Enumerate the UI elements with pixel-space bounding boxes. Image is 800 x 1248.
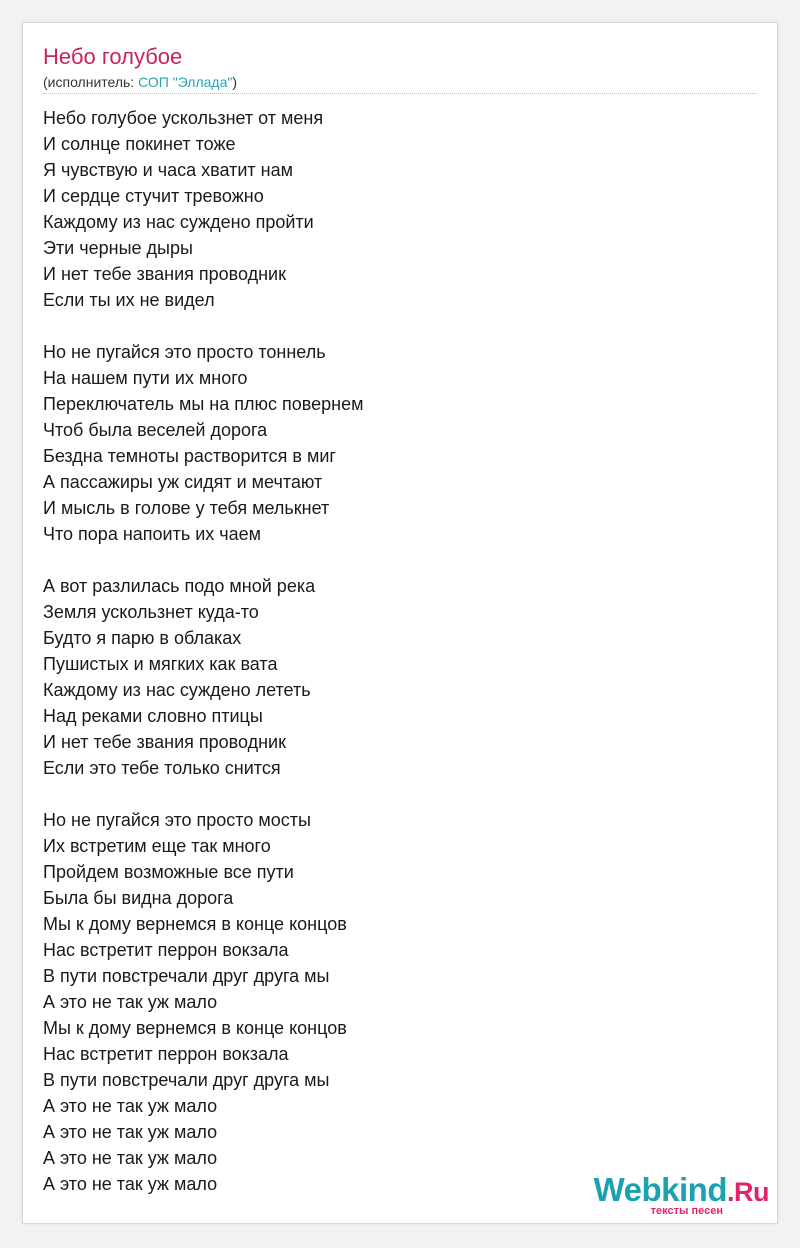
lyric-line: Если ты их не видел — [43, 290, 215, 310]
lyric-line: Их встретим еще так много — [43, 836, 271, 856]
lyric-line: На нашем пути их много — [43, 368, 248, 388]
lyric-line: Что пора напоить их чаем — [43, 524, 262, 544]
lyric-line: И мысль в голове у тебя мелькнет — [43, 498, 330, 518]
lyric-line: Если это тебе только снится — [43, 758, 281, 778]
lyric-line: Над реками словно птицы — [43, 706, 263, 726]
lyric-line: Но не пугайся это просто мосты — [43, 810, 311, 830]
lyric-line: А вот разлилась подо мной река — [43, 576, 316, 596]
lyric-line: А это не так уж мало — [43, 1122, 218, 1142]
lyric-line: А это не так уж мало — [43, 1096, 218, 1116]
verse — [43, 573, 743, 781]
lyric-line: Но не пугайся это просто тоннель — [43, 342, 326, 362]
lyric-line: Эти черные дыры — [43, 238, 193, 258]
lyric-line: Мы к дому вернемся в конце концов — [43, 1018, 347, 1038]
performer-link[interactable]: СОП "Эллада" — [138, 74, 233, 90]
lyric-line: А это не так уж мало — [43, 1174, 218, 1194]
lyrics-text — [43, 105, 743, 1223]
lyric-line: Была бы видна дорога — [43, 888, 234, 908]
logo-tagline: тексты песен — [650, 1205, 723, 1217]
lyric-line: Чтоб была веселей дорога — [43, 420, 268, 440]
lyric-line: Каждому из нас суждено лететь — [43, 680, 311, 700]
lyric-line: В пути повстречали друг друга мы — [43, 966, 330, 986]
lyrics-card — [22, 22, 778, 1224]
lyric-line: В пути повстречали друг друга мы — [43, 1070, 330, 1090]
lyric-line: Бездна темноты растворится в миг — [43, 446, 336, 466]
performer-line — [43, 73, 237, 91]
lyric-line: А это не так уж мало — [43, 992, 218, 1012]
lyric-line: И нет тебе звания проводник — [43, 732, 286, 752]
lyric-line: А это не так уж мало — [43, 1148, 218, 1168]
title-divider — [43, 93, 757, 94]
lyric-line: И нет тебе звания проводник — [43, 264, 286, 284]
logo-brand: Webkind — [593, 1171, 727, 1208]
performer-suffix: ) — [232, 74, 238, 90]
webkind-logo[interactable] — [569, 1171, 769, 1221]
lyric-line: Каждому из нас суждено пройти — [43, 212, 314, 232]
lyric-line: Переключатель мы на плюс повернем — [43, 394, 364, 414]
verse — [43, 807, 743, 1197]
lyric-line: Пройдем возможные все пути — [43, 862, 294, 882]
lyric-line: А пассажиры уж сидят и мечтают — [43, 472, 323, 492]
lyric-line: И сердце стучит тревожно — [43, 186, 264, 206]
performer-prefix: (исполнитель: — [43, 74, 139, 90]
lyric-line: Небо голубое ускользнет от меня — [43, 108, 324, 128]
lyric-line: Пушистых и мягких как вата — [43, 654, 278, 674]
song-title: Небо голубое — [43, 44, 183, 69]
lyric-line: И солнце покинет тоже — [43, 134, 236, 154]
verse — [43, 339, 743, 547]
lyric-line: Будто я парю в облаках — [43, 628, 242, 648]
logo-tld: .Ru — [727, 1177, 769, 1207]
lyric-line: Я чувствую и часа хватит нам — [43, 160, 293, 180]
lyric-line: Нас встретит перрон вокзала — [43, 1044, 289, 1064]
verse — [43, 105, 743, 313]
lyric-line: Нас встретит перрон вокзала — [43, 940, 289, 960]
lyric-line: Земля ускользнет куда-то — [43, 602, 259, 622]
lyric-line: Мы к дому вернемся в конце концов — [43, 914, 347, 934]
